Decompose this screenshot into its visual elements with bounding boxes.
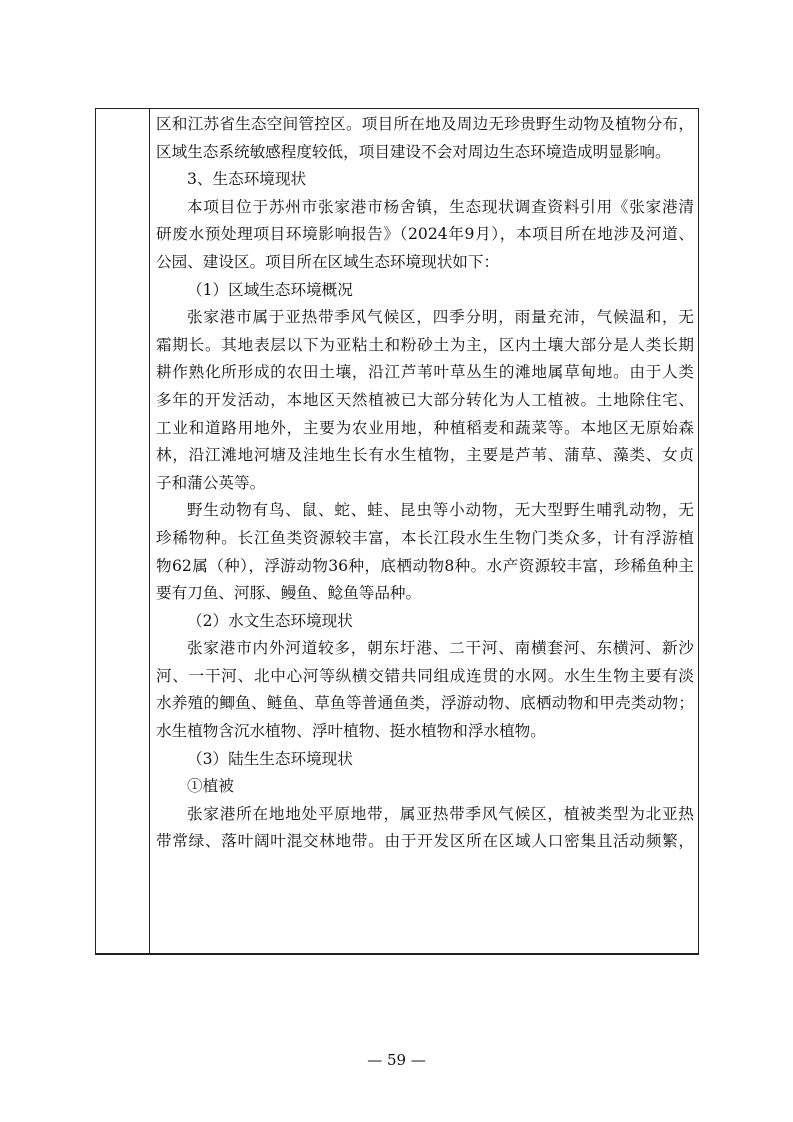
text-line: 带常绿、落叶阔叶混交林地带。由于开发区所在区域人口密集且活动频繁， [156, 832, 694, 851]
content-table [95, 108, 699, 955]
text-line: （3）陆生生态环境现状 [187, 749, 353, 768]
table-label-column [96, 109, 150, 953]
text-line: 多年的开发活动，本地区天然植被已大部分转化为人工植被。土地除住宅、 [156, 390, 694, 409]
text-line: 珍稀物种。长江鱼类资源较丰富，本长江段水生生物门类众多，计有浮游植 [156, 528, 694, 547]
text-line: 张家港市内外河道较多，朝东圩港、二干河、南横套河、东横河、新沙 [187, 639, 694, 658]
text-line: 研废水预处理项目环境影响报告》（2024年9月），本项目所在地涉及河道、 [156, 225, 694, 244]
text-line: 区和江苏省生态空间管控区。项目所在地及周边无珍贵野生动物及植物分布， [156, 115, 694, 133]
text-line: 水生植物含沉水植物、浮叶植物、挺水植物和浮水植物。 [156, 722, 546, 741]
text-line: 区域生态系统敏感程度较低，项目建设不会对周边生态环境造成明显影响。 [156, 142, 671, 161]
table-content-cell [156, 111, 694, 856]
text-line: （2）水文生态环境现状 [187, 611, 353, 630]
text-line: 要有刀鱼、河豚、鳗鱼、鲶鱼等品种。 [156, 584, 422, 603]
page-number: — 59 — [367, 1051, 426, 1069]
text-line: 子和蒲公英等。 [156, 473, 266, 492]
text-line: ①植被 [187, 777, 234, 796]
text-line: 野生动物有鸟、鼠、蛇、蛙、昆虫等小动物，无大型野生哺乳动物，无 [187, 501, 694, 520]
text-line: 耕作熟化所形成的农田土壤，沿江芦苇叶草丛生的滩地属草甸地。由于人类 [156, 363, 694, 382]
text-line: 张家港所在地地处平原地带，属亚热带季风气候区，植被类型为北亚热 [187, 804, 694, 823]
text-line: 张家港市属于亚热带季风气候区，四季分明，雨量充沛，气候温和，无 [187, 308, 694, 327]
text-line: 工业和道路用地外，主要为农业用地，种植稻麦和蔬菜等。本地区无原始森 [156, 418, 694, 437]
text-line: 河、一干河、北中心河等纵横交错共同组成连贯的水网。水生生物主要有淡 [156, 666, 694, 685]
text-line: 霜期长。其地表层以下为亚粘土和粉砂土为主，区内土壤大部分是人类长期 [156, 335, 694, 354]
text-line: 本项目位于苏州市张家港市杨舍镇，生态现状调查资料引用《张家港清 [187, 197, 694, 216]
text-line: 3、生态环境现状 [187, 170, 307, 189]
text-line: 公园、建设区。项目所在区域生态环境现状如下： [156, 252, 500, 271]
text-line: 林，沿江滩地河塘及洼地生长有水生植物，主要是芦苇、蒲草、藻类、女贞 [156, 446, 694, 465]
text-line: 水养殖的鲫鱼、鲢鱼、草鱼等普通鱼类，浮游动物、底栖动物和甲壳类动物； [156, 694, 694, 713]
text-line: （1）区域生态环境概况 [187, 280, 353, 299]
text-line: 物62属（种），浮游动物36种，底栖动物8种。水产资源较丰富，珍稀鱼种主 [156, 556, 694, 575]
